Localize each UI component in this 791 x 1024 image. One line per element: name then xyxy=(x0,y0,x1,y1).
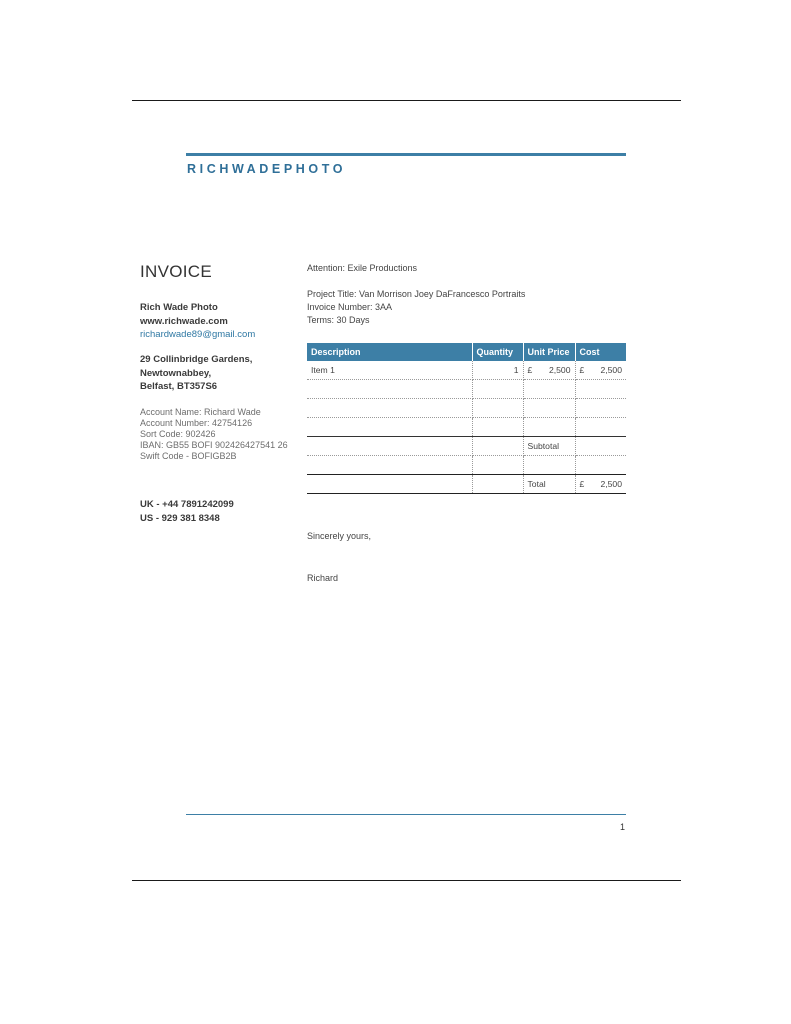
header-description: Description xyxy=(307,343,472,361)
closing-line: Sincerely yours, xyxy=(307,531,372,541)
item-description: Item 1 xyxy=(307,361,472,380)
subtotal-label: Subtotal xyxy=(523,437,575,456)
item-cost xyxy=(575,361,626,380)
total-label: Total xyxy=(523,475,575,494)
sender-name: Rich Wade Photo xyxy=(140,302,218,313)
bank-line: Account Name: Richard Wade xyxy=(140,407,261,417)
total-value: 2,500 xyxy=(600,479,622,489)
address-line: Newtownabbey, xyxy=(140,367,212,379)
phone-numbers xyxy=(140,498,234,525)
table-row xyxy=(307,380,626,399)
project-info xyxy=(307,288,525,327)
phone-us: US - 929 381 8348 xyxy=(140,512,220,524)
attention-line: Attention: Exile Productions xyxy=(307,263,418,273)
unit-price-value: 2,500 xyxy=(548,365,571,375)
header-cost: Cost xyxy=(575,343,626,361)
table-row xyxy=(307,418,626,437)
invoice-number: Invoice Number: 3AA xyxy=(307,302,393,312)
address-line: 29 Collinbridge Gardens, xyxy=(140,354,253,365)
brand-bar xyxy=(186,153,626,156)
bottom-page-rule xyxy=(132,880,681,881)
cost-value: 2,500 xyxy=(600,365,622,375)
sender-contact xyxy=(140,301,255,342)
total-amount xyxy=(575,475,626,494)
currency-symbol: £ xyxy=(579,365,585,375)
table-row xyxy=(307,456,626,475)
project-title: Project Title: Van Morrison Joey DaFrancesco Portraits xyxy=(307,289,526,299)
top-page-rule xyxy=(132,100,681,101)
header-unit-price: Unit Price xyxy=(523,343,575,361)
bank-line: Account Number: 42754126 xyxy=(140,418,253,428)
bank-details xyxy=(140,407,288,462)
signature: Richard xyxy=(307,573,339,583)
table-row xyxy=(307,361,626,380)
bank-line: Swift Code - BOFIGB2B xyxy=(140,451,237,461)
currency-symbol: £ xyxy=(579,479,585,489)
bank-line: Sort Code: 902426 xyxy=(140,429,216,439)
sender-address xyxy=(140,353,252,394)
item-unit-price xyxy=(523,361,575,380)
invoice-title: INVOICE xyxy=(140,262,213,281)
sender-email[interactable]: richardwade89@gmail.com xyxy=(140,329,256,340)
payment-terms: Terms: 30 Days xyxy=(307,315,370,325)
page-number: 1 xyxy=(620,822,626,832)
subtotal-row xyxy=(307,437,626,456)
brand-logo: RICHWADEPHOTO xyxy=(187,162,347,176)
sender-website[interactable]: www.richwade.com xyxy=(140,315,228,327)
total-row xyxy=(307,475,626,494)
bank-line: IBAN: GB55 BOFI 902426427541 26 xyxy=(140,440,288,450)
subtotal-value xyxy=(575,437,626,456)
table-header-row xyxy=(307,343,626,361)
phone-uk: UK - +44 7891242099 xyxy=(140,499,234,510)
footer-rule xyxy=(186,814,626,815)
item-quantity: 1 xyxy=(472,361,523,380)
invoice-table xyxy=(307,343,626,494)
header-quantity: Quantity xyxy=(472,343,523,361)
address-line: Belfast, BT357S6 xyxy=(140,381,218,392)
table-row xyxy=(307,399,626,418)
currency-symbol: £ xyxy=(527,365,533,375)
